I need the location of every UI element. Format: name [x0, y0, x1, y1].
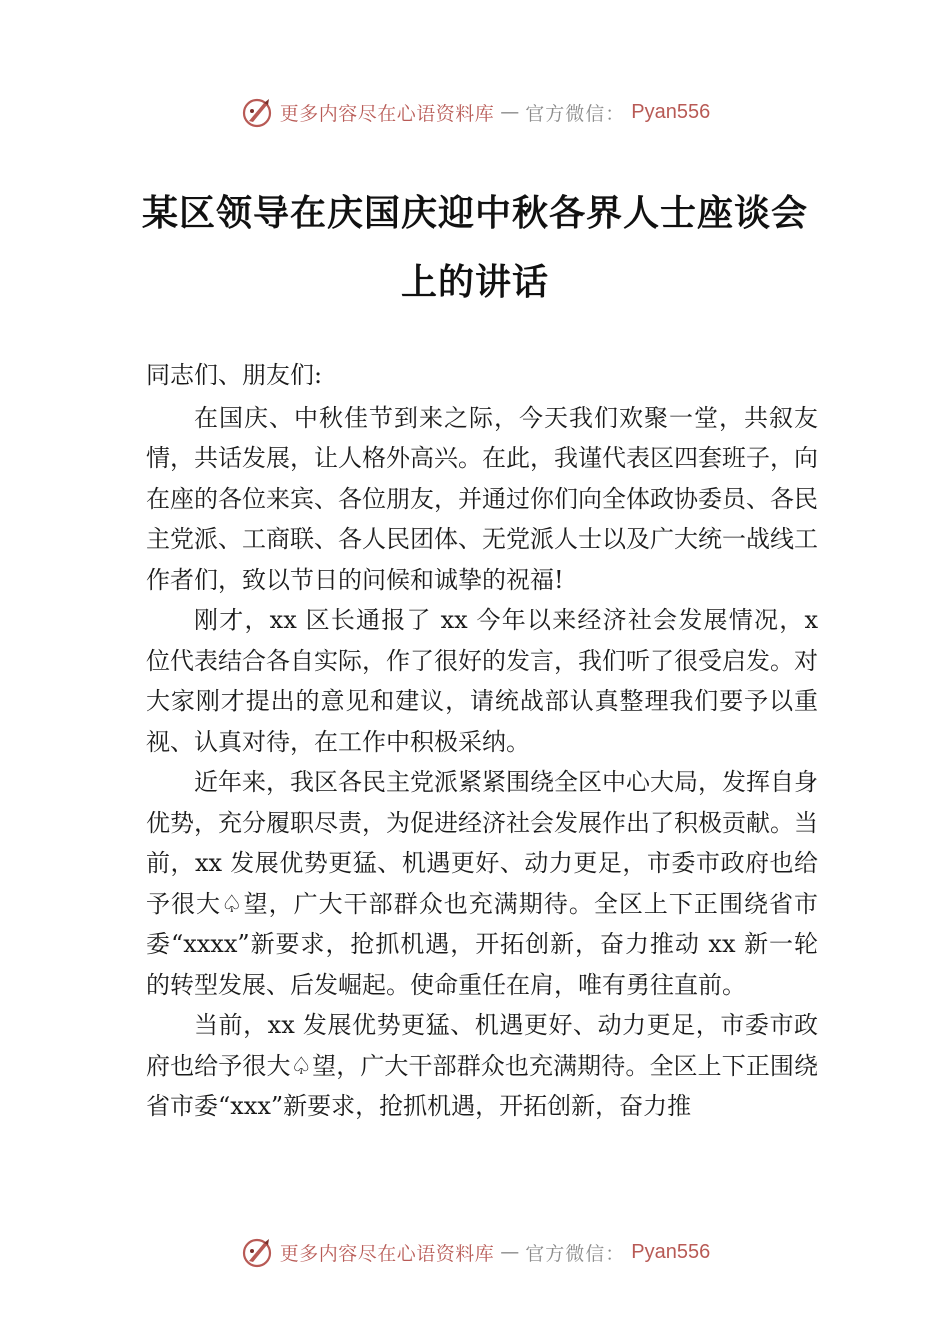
banner-wechat-id: Pyan556 [631, 100, 711, 123]
salutation: 同志们、朋友们: [146, 361, 323, 389]
banner-wechat-label: 官方微信： [525, 102, 626, 125]
quill-pen-logo-icon [240, 95, 274, 129]
header-banner [0, 92, 950, 132]
banner-wechat-id: Pyan556 [631, 1240, 711, 1263]
paragraph: 当前，xx 发展优势更猛、机遇更好、动力更足，市委市政府也给予很大♤望，广大干部群众也充满期待。全区上下正围绕省市委“xxx”新要求，抢抓机遇，开拓创新，奋力推 [146, 1011, 818, 1120]
paragraph: 刚才，xx 区长通报了 xx 今年以来经济社会发展情况，x 位代表结合各自实际，作了很好的发言，我们听了很受启发。对大家刚才提出的意见和建议，请统战部认真整理我们要予以重视、认真对待，在工作中积极采纳。 [146, 606, 818, 756]
paragraph: 在国庆、中秋佳节到来之际，今天我们欢聚一堂，共叙友情，共话发展，让人格外高兴。在此，我谨代表区四套班子，向在座的各位来宾、各位朋友，并通过你们向全体政协委员、各民主党派、工商联、各人民团体、无党派人士以及广大统一战线工作者们，致以节日的问候和诚挚的祝福! [146, 403, 818, 594]
document-title-line-2: 上的讲话 [400, 261, 549, 303]
banner-site-name: 更多内容尽在心语资料库 [279, 1242, 495, 1265]
banner-wechat-label: 官方微信： [525, 1242, 626, 1265]
banner-site-name: 更多内容尽在心语资料库 [279, 102, 495, 125]
quill-pen-logo-icon [240, 1235, 274, 1269]
document-body [146, 355, 818, 1127]
footer-banner [0, 1232, 950, 1272]
banner-separator: — [500, 101, 520, 123]
paragraph: 近年来，我区各民主党派紧紧围绕全区中心大局，发挥自身优势，充分履职尽责，为促进经济社会发展作出了积极贡献。当前，xx 发展优势更猛、机遇更好、动力更足，市委市政府也给予很大♤望，广大干部群众也充满期待。全区上下正围绕省市委“xxxx”新要求，抢抓机遇，开拓创新，奋力推动 xx 新一轮的转型发展、后发崛起。使命重任在肩，唯有勇往直前。 [146, 768, 818, 999]
banner-separator: — [500, 1241, 520, 1263]
document-title-line-1: 某区领导在庆国庆迎中秋各界人士座谈会 [141, 192, 808, 234]
